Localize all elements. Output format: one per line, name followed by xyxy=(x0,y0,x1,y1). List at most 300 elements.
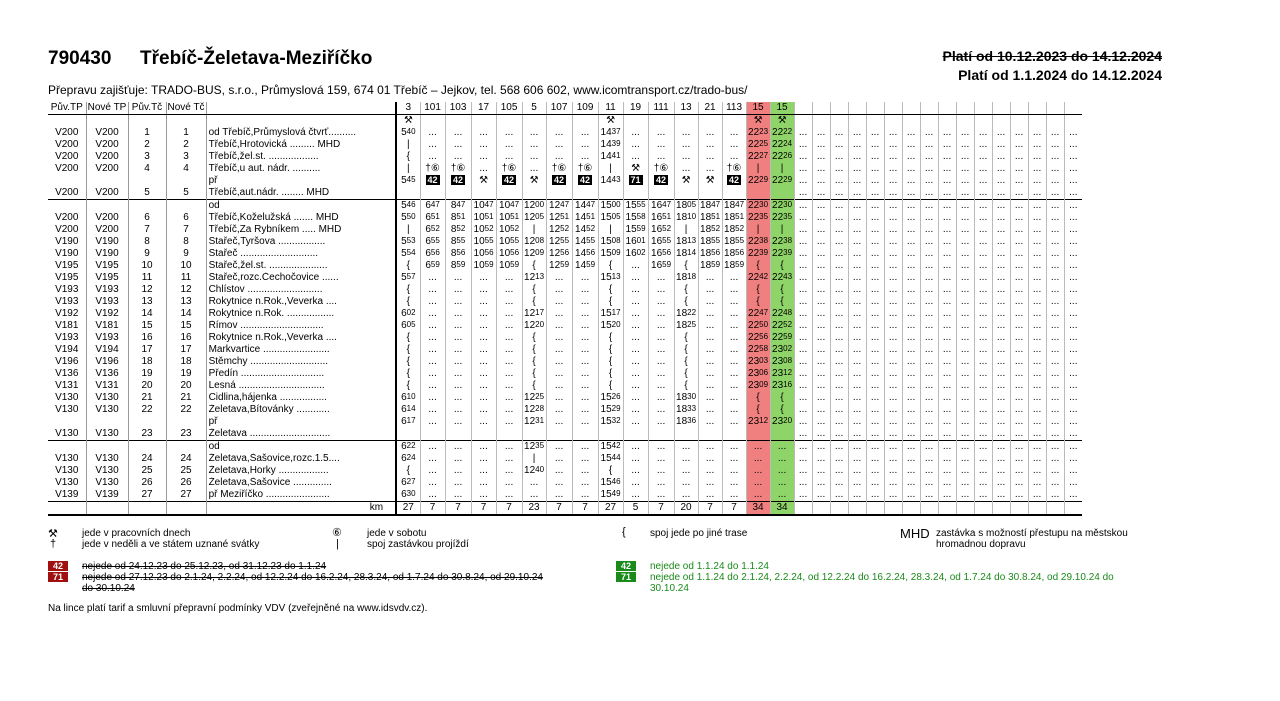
time-cell: ... xyxy=(572,284,598,296)
time-cell: ... xyxy=(648,392,674,404)
empty-col: ... xyxy=(920,453,938,465)
empty-col: ... xyxy=(956,428,974,441)
empty-col: ... xyxy=(848,163,866,175)
empty-col: ... xyxy=(992,404,1010,416)
time-cell xyxy=(648,187,674,200)
empty-col: ... xyxy=(956,248,974,260)
stop-tc: 25 xyxy=(128,465,166,477)
time-cell: ... xyxy=(698,332,722,344)
table-row xyxy=(48,356,1082,368)
stop-name: př xyxy=(208,416,218,427)
empty-col: ... xyxy=(920,489,938,502)
empty-col: ... xyxy=(938,163,956,175)
time-cell: { xyxy=(598,260,623,272)
table-row xyxy=(48,272,1082,284)
empty-col: ... xyxy=(866,416,884,428)
empty-col: ... xyxy=(974,308,992,320)
empty-col: ... xyxy=(866,175,884,187)
empty-col: ... xyxy=(794,212,812,224)
time-cell: $6^{22}$ xyxy=(396,441,420,454)
empty-col: ... xyxy=(830,320,848,332)
time-cell: $5^{54}$ xyxy=(396,248,420,260)
time-cell: $16^{56}$ xyxy=(648,248,674,260)
empty-col: ... xyxy=(974,441,992,454)
empty-col: ... xyxy=(794,224,812,236)
table-row xyxy=(48,368,1082,380)
time-cell: ... xyxy=(471,356,496,368)
time-cell: $15^{46}$ xyxy=(598,477,623,489)
time-cell: $6^{27}$ xyxy=(396,477,420,489)
stop-ntp: V190 xyxy=(86,248,128,260)
empty-col: ... xyxy=(1046,224,1064,236)
empty-col: ... xyxy=(1010,489,1028,502)
time-cell: ... xyxy=(698,151,722,163)
time-cell: { xyxy=(770,404,794,416)
time-cell: ... xyxy=(623,139,648,151)
stop-name: Lesná ............................... xyxy=(208,380,325,391)
time-cell xyxy=(546,187,572,200)
empty-col: ... xyxy=(992,284,1010,296)
stop-name: Třebíč,Koželužská ....... MHD xyxy=(208,212,339,223)
stop-tc: 19 xyxy=(128,368,166,380)
empty-col: ... xyxy=(794,175,812,187)
empty-col: ... xyxy=(794,236,812,248)
time-cell: ... xyxy=(420,332,445,344)
empty-col xyxy=(974,502,992,516)
time-cell: $15^{08}$ xyxy=(598,236,623,248)
empty-col xyxy=(830,115,848,128)
time-cell: ... xyxy=(420,272,445,284)
empty-col: ... xyxy=(1046,151,1064,163)
stop-tc: 26 xyxy=(128,477,166,489)
stop-mark xyxy=(384,380,396,392)
time-cell: ... xyxy=(722,356,746,368)
stop-ntp: V136 xyxy=(86,368,128,380)
time-cell: $16^{47}$ xyxy=(648,200,674,213)
time-cell: { xyxy=(746,296,770,308)
stop-mark xyxy=(384,416,396,428)
stop-ntp: V193 xyxy=(86,284,128,296)
empty-col: ... xyxy=(1064,272,1082,284)
empty-col: ... xyxy=(884,127,902,139)
time-cell: ... xyxy=(496,404,522,416)
time-cell: $15^{49}$ xyxy=(598,489,623,502)
stop-name: Rokytnice n.Rok. ................. xyxy=(208,308,335,319)
time-cell: $10^{51}$ xyxy=(471,212,496,224)
km-value: 7 xyxy=(546,502,572,516)
red-note-71b: do 30.10.24 xyxy=(82,583,135,594)
stop-mark xyxy=(384,453,396,465)
time-cell: ... xyxy=(496,489,522,502)
time-cell xyxy=(522,187,546,200)
empty-col: ... xyxy=(920,200,938,213)
empty-col: ... xyxy=(992,308,1010,320)
empty-col: ... xyxy=(830,453,848,465)
empty-col: ... xyxy=(812,428,830,441)
empty-col: ... xyxy=(1064,127,1082,139)
time-cell: $12^{40}$ xyxy=(524,465,545,476)
empty-col: ... xyxy=(812,404,830,416)
empty-col: ... xyxy=(830,224,848,236)
empty-col: ... xyxy=(1028,260,1046,272)
time-cell: ... xyxy=(496,441,522,454)
legend-saturday: jede v sobotu xyxy=(367,528,427,539)
empty-col: ... xyxy=(794,284,812,296)
empty-col: ... xyxy=(920,163,938,175)
empty-col: ... xyxy=(1064,380,1082,392)
time-cell xyxy=(722,187,746,200)
stop-tc: 22 xyxy=(128,404,166,416)
header-row xyxy=(48,102,1082,115)
empty-col xyxy=(1046,502,1064,516)
empty-col xyxy=(956,502,974,516)
empty-col: ... xyxy=(938,441,956,454)
time-cell: $22^{43}$ xyxy=(772,272,793,283)
stop-ntp xyxy=(86,441,128,454)
legend-mhd-1: zastávka s možností přestupu na městskou xyxy=(936,528,1128,539)
empty-col: ... xyxy=(1064,187,1082,200)
time-cell: | xyxy=(746,163,770,175)
stop-ntc xyxy=(166,200,206,213)
empty-col: ... xyxy=(1064,163,1082,175)
time-cell: ... xyxy=(722,404,746,416)
time-cell: { xyxy=(396,332,420,344)
operator-info: Přepravu zajišťuje: TRADO-BUS, s.r.o., Průmyslová 159, 674 01 Třebíč – Jejkov, tel. 568 606 602, www.icomtransport.cz/trado-bus/ xyxy=(48,83,748,97)
time-cell: ... xyxy=(572,392,598,404)
empty-col: ... xyxy=(794,151,812,163)
stop-ntp: V130 xyxy=(86,465,128,477)
km-value: 34 xyxy=(770,502,794,516)
km-value: 7 xyxy=(722,502,746,516)
empty-col: ... xyxy=(992,368,1010,380)
time-cell: $8^{55}$ xyxy=(445,236,471,248)
trip-marker xyxy=(496,115,522,128)
time-cell xyxy=(746,187,770,200)
blank xyxy=(128,115,166,128)
empty-col: ... xyxy=(1010,163,1028,175)
time-cell: ... xyxy=(698,272,722,284)
empty-col: ... xyxy=(1046,272,1064,284)
empty-col: ... xyxy=(920,332,938,344)
empty-col: ... xyxy=(1064,200,1082,213)
time-cell: ... xyxy=(698,127,722,139)
stop-name: Třebíč,u aut. nádr. .......... xyxy=(208,163,321,174)
empty-col: ... xyxy=(812,175,830,187)
empty-col: ... xyxy=(812,248,830,260)
time-cell: { xyxy=(674,344,698,356)
time-cell: $15^{05}$ xyxy=(598,212,623,224)
time-cell: ⚒ xyxy=(674,175,698,187)
time-cell xyxy=(648,428,674,441)
stop-mark xyxy=(384,489,396,502)
stop-name: Rokytnice n.Rok.,Veverka .... xyxy=(208,332,337,343)
empty-col: ... xyxy=(992,248,1010,260)
empty-col: ... xyxy=(866,187,884,200)
empty-col: ... xyxy=(956,332,974,344)
empty-col: ... xyxy=(992,224,1010,236)
time-cell: ... xyxy=(546,465,572,477)
stop-mark xyxy=(384,392,396,404)
table-row xyxy=(48,248,1082,260)
empty-col: ... xyxy=(902,187,920,200)
empty-col: ... xyxy=(974,477,992,489)
time-cell: $23^{02}$ xyxy=(772,344,793,355)
empty-col: ... xyxy=(974,139,992,151)
empty-col: ... xyxy=(866,200,884,213)
table-row xyxy=(48,404,1082,416)
km-value: 7 xyxy=(471,502,496,516)
empty-col: ... xyxy=(1064,441,1082,454)
time-cell: ... xyxy=(445,477,471,489)
empty-col: ... xyxy=(920,404,938,416)
time-cell: ... xyxy=(623,441,648,454)
stop-ntc: 12 xyxy=(166,284,206,296)
empty-col: ... xyxy=(1028,404,1046,416)
empty-col: ... xyxy=(992,320,1010,332)
time-cell: ... xyxy=(546,127,572,139)
empty-col: ... xyxy=(1028,151,1046,163)
time-cell: $16^{01}$ xyxy=(623,236,648,248)
empty-col: ... xyxy=(938,416,956,428)
red-note-42: nejede od 24.12.23 do 25.12.23, od 31.12.23 do 1.1.24 xyxy=(82,561,327,572)
trip-marker xyxy=(623,115,648,128)
time-cell: { xyxy=(598,296,623,308)
stop-mark xyxy=(384,163,396,175)
time-cell: ... xyxy=(572,344,598,356)
empty-col: ... xyxy=(812,320,830,332)
time-cell: ... xyxy=(648,380,674,392)
empty-col xyxy=(1028,115,1046,128)
validity-old: Platí od 10.12.2023 do 14.12.2024 xyxy=(942,48,1162,64)
time-cell: ... xyxy=(722,139,746,151)
empty-col: ... xyxy=(866,368,884,380)
time-cell: ... xyxy=(770,441,794,454)
empty-col: ... xyxy=(992,344,1010,356)
time-cell: { xyxy=(598,368,623,380)
blank xyxy=(166,502,206,516)
stop-tc xyxy=(128,175,166,187)
time-cell: $23^{20}$ xyxy=(772,416,793,427)
time-cell: $18^{30}$ xyxy=(676,392,697,403)
time-cell: ... xyxy=(746,441,770,454)
time-cell: $6^{14}$ xyxy=(396,404,420,416)
stop-mark xyxy=(384,187,396,200)
empty-col xyxy=(956,102,974,115)
empty-col: ... xyxy=(1064,320,1082,332)
empty-col: ... xyxy=(902,127,920,139)
time-cell: { xyxy=(522,344,546,356)
stop-tp: V136 xyxy=(48,368,86,380)
empty-col: ... xyxy=(812,441,830,454)
empty-col xyxy=(884,102,902,115)
time-cell: { xyxy=(598,284,623,296)
time-cell: { xyxy=(674,368,698,380)
empty-col: ... xyxy=(938,187,956,200)
empty-col: ... xyxy=(956,404,974,416)
stop-ntp: V200 xyxy=(86,212,128,224)
time-cell: ... xyxy=(496,356,522,368)
empty-col: ... xyxy=(1046,453,1064,465)
stop-ntc: 8 xyxy=(166,236,206,248)
trip-marker xyxy=(445,115,471,128)
stop-tc: 21 xyxy=(128,392,166,404)
time-cell: $10^{56}$ xyxy=(471,248,496,260)
empty-col: ... xyxy=(830,416,848,428)
empty-col: ... xyxy=(920,139,938,151)
empty-col: ... xyxy=(1028,224,1046,236)
time-cell: $5^{50}$ xyxy=(396,212,420,224)
stop-ntp: V195 xyxy=(86,272,128,284)
table-row xyxy=(48,392,1082,404)
time-cell: †⑥ xyxy=(546,163,572,175)
empty-col: ... xyxy=(1028,272,1046,284)
time-cell: ... xyxy=(522,477,546,489)
stop-tc: 4 xyxy=(128,163,166,175)
empty-col: ... xyxy=(938,477,956,489)
time-cell: $15^{55}$ xyxy=(623,200,648,213)
empty-col: ... xyxy=(956,127,974,139)
km-value: 20 xyxy=(674,502,698,516)
time-cell: $22^{58}$ xyxy=(748,344,769,355)
stop-ntc: 3 xyxy=(166,151,206,163)
time-cell: { xyxy=(674,332,698,344)
stop-ntc: 27 xyxy=(166,489,206,502)
time-cell: ... xyxy=(445,416,471,428)
empty-col: ... xyxy=(1064,356,1082,368)
blank xyxy=(48,502,86,516)
time-cell: ... xyxy=(546,356,572,368)
time-cell: { xyxy=(522,368,546,380)
time-cell: ... xyxy=(746,477,770,489)
time-cell: ... xyxy=(722,392,746,404)
empty-col xyxy=(794,502,812,516)
empty-col: ... xyxy=(992,380,1010,392)
stop-mark xyxy=(384,212,396,224)
time-cell: ... xyxy=(648,320,674,332)
time-cell xyxy=(420,428,445,441)
stop-ntp xyxy=(86,416,128,428)
trip-marker xyxy=(471,115,496,128)
time-cell: ... xyxy=(623,477,648,489)
stop-ntc: 17 xyxy=(166,344,206,356)
time-cell: ... xyxy=(674,127,698,139)
table-row xyxy=(48,332,1082,344)
time-cell: ... xyxy=(420,368,445,380)
empty-col: ... xyxy=(830,308,848,320)
time-cell: ... xyxy=(770,465,794,477)
empty-col: ... xyxy=(974,272,992,284)
time-cell: $22^{26}$ xyxy=(772,151,793,162)
green-note-71b: 30.10.24 xyxy=(650,583,689,594)
empty-col: ... xyxy=(1046,477,1064,489)
empty-col: ... xyxy=(812,380,830,392)
empty-col xyxy=(1064,102,1082,115)
time-cell: ... xyxy=(722,368,746,380)
time-cell: ... xyxy=(674,465,698,477)
stop-tp: V193 xyxy=(48,296,86,308)
empty-col: ... xyxy=(938,404,956,416)
time-cell: ... xyxy=(445,320,471,332)
time-cell: ... xyxy=(722,296,746,308)
empty-col: ... xyxy=(794,308,812,320)
green-note-71a: nejede od 1.1.24 do 2.1.24, 2.2.24, od 12.2.24 do 16.2.24, 28.3.24, od 1.7.24 do 30.8.24, od 29.10.24 do xyxy=(650,572,1114,583)
time-cell: ... xyxy=(420,441,445,454)
stop-ntp: V200 xyxy=(86,139,128,151)
stop-mark xyxy=(384,477,396,489)
empty-col: ... xyxy=(812,308,830,320)
empty-col xyxy=(992,502,1010,516)
empty-col: ... xyxy=(884,392,902,404)
km-value: 23 xyxy=(522,502,546,516)
time-cell: $22^{48}$ xyxy=(772,308,793,319)
empty-col: ... xyxy=(920,416,938,428)
empty-col: ... xyxy=(830,200,848,213)
empty-col: ... xyxy=(938,308,956,320)
empty-col: ... xyxy=(920,356,938,368)
empty-col: ... xyxy=(812,151,830,163)
stop-tc: 12 xyxy=(128,284,166,296)
empty-col: ... xyxy=(902,139,920,151)
table-row xyxy=(48,428,1082,441)
empty-col: ... xyxy=(1010,404,1028,416)
stop-mark xyxy=(384,368,396,380)
empty-col: ... xyxy=(848,477,866,489)
table-row xyxy=(48,453,1082,465)
stop-tc: 8 xyxy=(128,236,166,248)
stop-tc xyxy=(128,416,166,428)
empty-col: ... xyxy=(920,260,938,272)
empty-col: ... xyxy=(848,392,866,404)
time-cell: ... xyxy=(722,465,746,477)
empty-col: ... xyxy=(902,151,920,163)
col-header: Nové Tč xyxy=(167,102,205,113)
time-cell: $15^{09}$ xyxy=(598,248,623,260)
empty-col: ... xyxy=(974,332,992,344)
time-cell: $12^{25}$ xyxy=(524,392,545,403)
time-cell xyxy=(572,187,598,200)
km-value: 7 xyxy=(648,502,674,516)
empty-col: ... xyxy=(992,260,1010,272)
time-cell xyxy=(471,428,496,441)
empty-col: ... xyxy=(866,308,884,320)
time-cell: { xyxy=(396,260,420,272)
empty-col: ... xyxy=(1064,332,1082,344)
trip-marker xyxy=(698,115,722,128)
empty-col: ... xyxy=(902,404,920,416)
validity-new: Platí od 1.1.2024 do 14.12.2024 xyxy=(958,67,1162,83)
empty-col: ... xyxy=(866,224,884,236)
stop-tp: V130 xyxy=(48,465,86,477)
time-cell: ... xyxy=(471,489,496,502)
empty-col: ... xyxy=(902,163,920,175)
km-value: 27 xyxy=(598,502,623,516)
empty-col: ... xyxy=(938,127,956,139)
table-row xyxy=(48,380,1082,392)
empty-col: ... xyxy=(938,151,956,163)
empty-col xyxy=(812,102,830,115)
empty-col: ... xyxy=(866,380,884,392)
time-cell: | xyxy=(598,163,623,175)
km-label: km xyxy=(206,502,384,516)
time-cell: †⑥ xyxy=(722,163,746,175)
trip-number: 111 xyxy=(648,102,674,115)
empty-col: ... xyxy=(1046,260,1064,272)
empty-col: ... xyxy=(830,344,848,356)
empty-col: ... xyxy=(992,441,1010,454)
time-cell: $22^{42}$ xyxy=(748,272,769,283)
stop-tp xyxy=(48,441,86,454)
stop-ntp: V200 xyxy=(86,151,128,163)
